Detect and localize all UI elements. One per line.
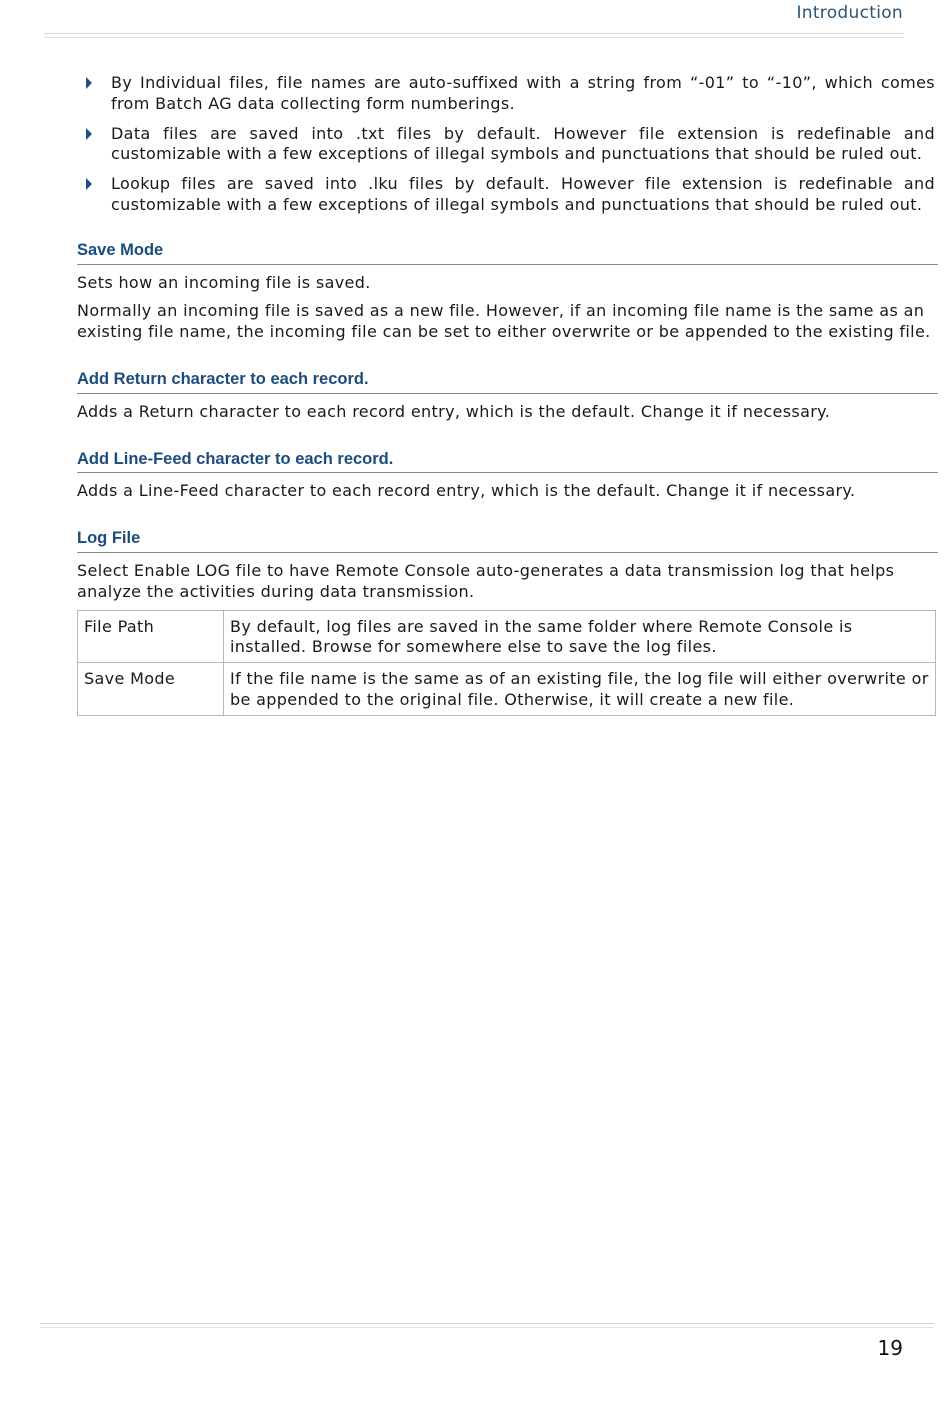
triangle-bullet-icon <box>86 178 92 190</box>
add-linefeed-paragraph: Adds a Line-Feed character to each record entry, which is the default. Change it if necessary. <box>77 481 856 501</box>
log-file-paragraph: Select Enable LOG file to have Remote Console auto-generates a data transmission log that helps analyze the activities during data transmission. <box>77 560 895 601</box>
bullet-list <box>77 73 935 216</box>
bullet-item <box>77 124 935 166</box>
page-number: 19 <box>877 1336 903 1360</box>
table-cell-label: File Path <box>78 610 224 663</box>
header-title: Introduction <box>796 3 903 23</box>
section-heading-log-file: Log File <box>77 528 938 553</box>
footer-divider <box>40 1323 934 1328</box>
table-cell-label: Save Mode <box>78 663 224 716</box>
bullet-text: Data files are saved into .txt files by default. However file extension is redefinable and customizable with a few exceptions of illegal symbols and punctuations that should be ruled out. <box>111 123 935 164</box>
table-row <box>78 663 936 716</box>
triangle-bullet-icon <box>86 128 92 140</box>
bullet-item <box>77 73 935 115</box>
save-mode-paragraph: Normally an incoming file is saved as a new file. However, if an incoming file name is the same as an existing file name, the incoming file can be set to either overwrite or be appended to the existing file. <box>77 301 931 342</box>
page-content <box>77 73 935 716</box>
bullet-text: By Individual files, file names are auto-suffixed with a string from “-01” to “-10”, which comes from Batch AG data collecting form numberings. <box>111 73 935 113</box>
save-mode-paragraph: Sets how an incoming file is saved. <box>77 272 371 292</box>
bullet-item <box>77 174 935 216</box>
triangle-bullet-icon <box>86 77 92 89</box>
add-return-paragraph: Adds a Return character to each record entry, which is the default. Change it if necessary. <box>77 401 831 421</box>
section-heading-add-linefeed: Add Line-Feed character to each record. <box>77 449 938 474</box>
log-file-table <box>77 610 936 716</box>
bullet-text: Lookup files are saved into .lku files by default. However file extension is redefinable and customizable with a few exceptions of illegal symbols and punctuations that should be ruled out. <box>111 174 935 214</box>
header-divider <box>44 33 904 38</box>
section-heading-save-mode: Save Mode <box>77 240 938 265</box>
table-cell-description: If the file name is the same as of an existing file, the log file will either overwrite or be appended to the original file. Otherwise, it will create a new file. <box>224 663 936 716</box>
table-row <box>78 610 936 663</box>
section-heading-add-return: Add Return character to each record. <box>77 369 938 394</box>
table-cell-description: By default, log files are saved in the same folder where Remote Console is installed. Browse for somewhere else to save the log files. <box>224 610 936 663</box>
